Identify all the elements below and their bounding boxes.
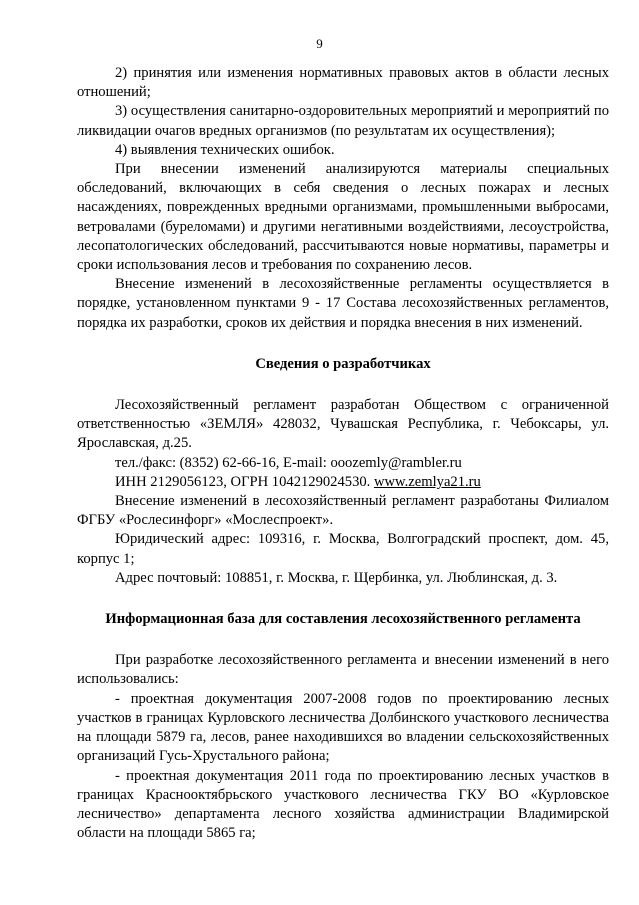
inn-text: ИНН 2129056123, ОГРН 1042129024530. — [115, 473, 374, 490]
legal-address: Юридический адрес: 109316, г. Москва, Волгоградский проспект, дом. 45, корпус 1; — [77, 531, 609, 567]
page-number: 9 — [316, 36, 323, 51]
paragraph: При внесении изменений анализируются материалы специальных обследований, включающих в себя сведения о лесных пожарах и лесных насаждениях, поврежденных вредными организмами, промышленными выбросами, ветровалами (буреломами) и другими негативными воздействиями, лесоустройства, лесопатологических обследований, рассчитываются новые нормативы, параметры и сроки использования лесов и требования по сохранению лесов. — [77, 161, 609, 274]
paragraph: 3) осуществления санитарно-оздоровительных мероприятий и мероприятий по ликвидации очагов вредных организмов (по результатам их осуществления); — [77, 103, 609, 139]
paragraph: Внесение изменений в лесохозяйственные регламенты осуществляется в порядке, установленном пунктами 9 - 17 Состава лесохозяйственных регламентов, порядка их разработки, сроков их действия и порядка внесения в них изменений. — [77, 276, 609, 331]
list-item: - проектная документация 2011 года по проектированию лесных участков в границах Краснооктябрьского участкового лесничества ГКУ ВО «Курловское лесничество» департамента лесного хозяйства администрации Владимирской области на площади 5865 га; — [77, 767, 609, 842]
section-heading-info-base: Информационная база для составления лесохозяйственного регламента — [105, 611, 581, 628]
paragraph: 2) принятия или изменения нормативных правовых актов в области лесных отношений; — [77, 65, 609, 101]
registration-line — [77, 473, 609, 492]
contact-line: тел./факс: (8352) 62-66-16, E-mail: ooozemly@rambler.ru — [115, 454, 462, 471]
website-link[interactable]: www.zemlya21.ru — [373, 473, 481, 490]
paragraph: При разработке лесохозяйственного регламента и внесении изменений в него использовались: — [77, 652, 609, 688]
page-content — [77, 64, 609, 843]
postal-address: Адрес почтовый: 108851, г. Москва, г. Щербинка, ул. Люблинская, д. 3. — [115, 569, 558, 586]
paragraph: Внесение изменений в лесохозяйственный регламент разработаны Филиалом ФГБУ «Рослесинфорг» «Мослеспроект». — [77, 493, 609, 529]
section-heading-developers: Сведения о разработчиках — [255, 355, 431, 372]
list-item: - проектная документация 2007-2008 годов по проектированию лесных участков в границах Курловского лесничества Долбинского участкового лесничества на площади 5879 га, лесов, ранее находившихся во владении сельскохозяйственных организаций Гусь-Хрустального района; — [77, 690, 609, 765]
paragraph: Лесохозяйственный регламент разработан Обществом с ограниченной ответственностью «ЗЕМЛЯ» 428032, Чувашская Республика, г. Чебоксары, ул. Ярославская, д.25. — [77, 397, 609, 452]
paragraph: 4) выявления технических ошибок. — [115, 141, 335, 158]
